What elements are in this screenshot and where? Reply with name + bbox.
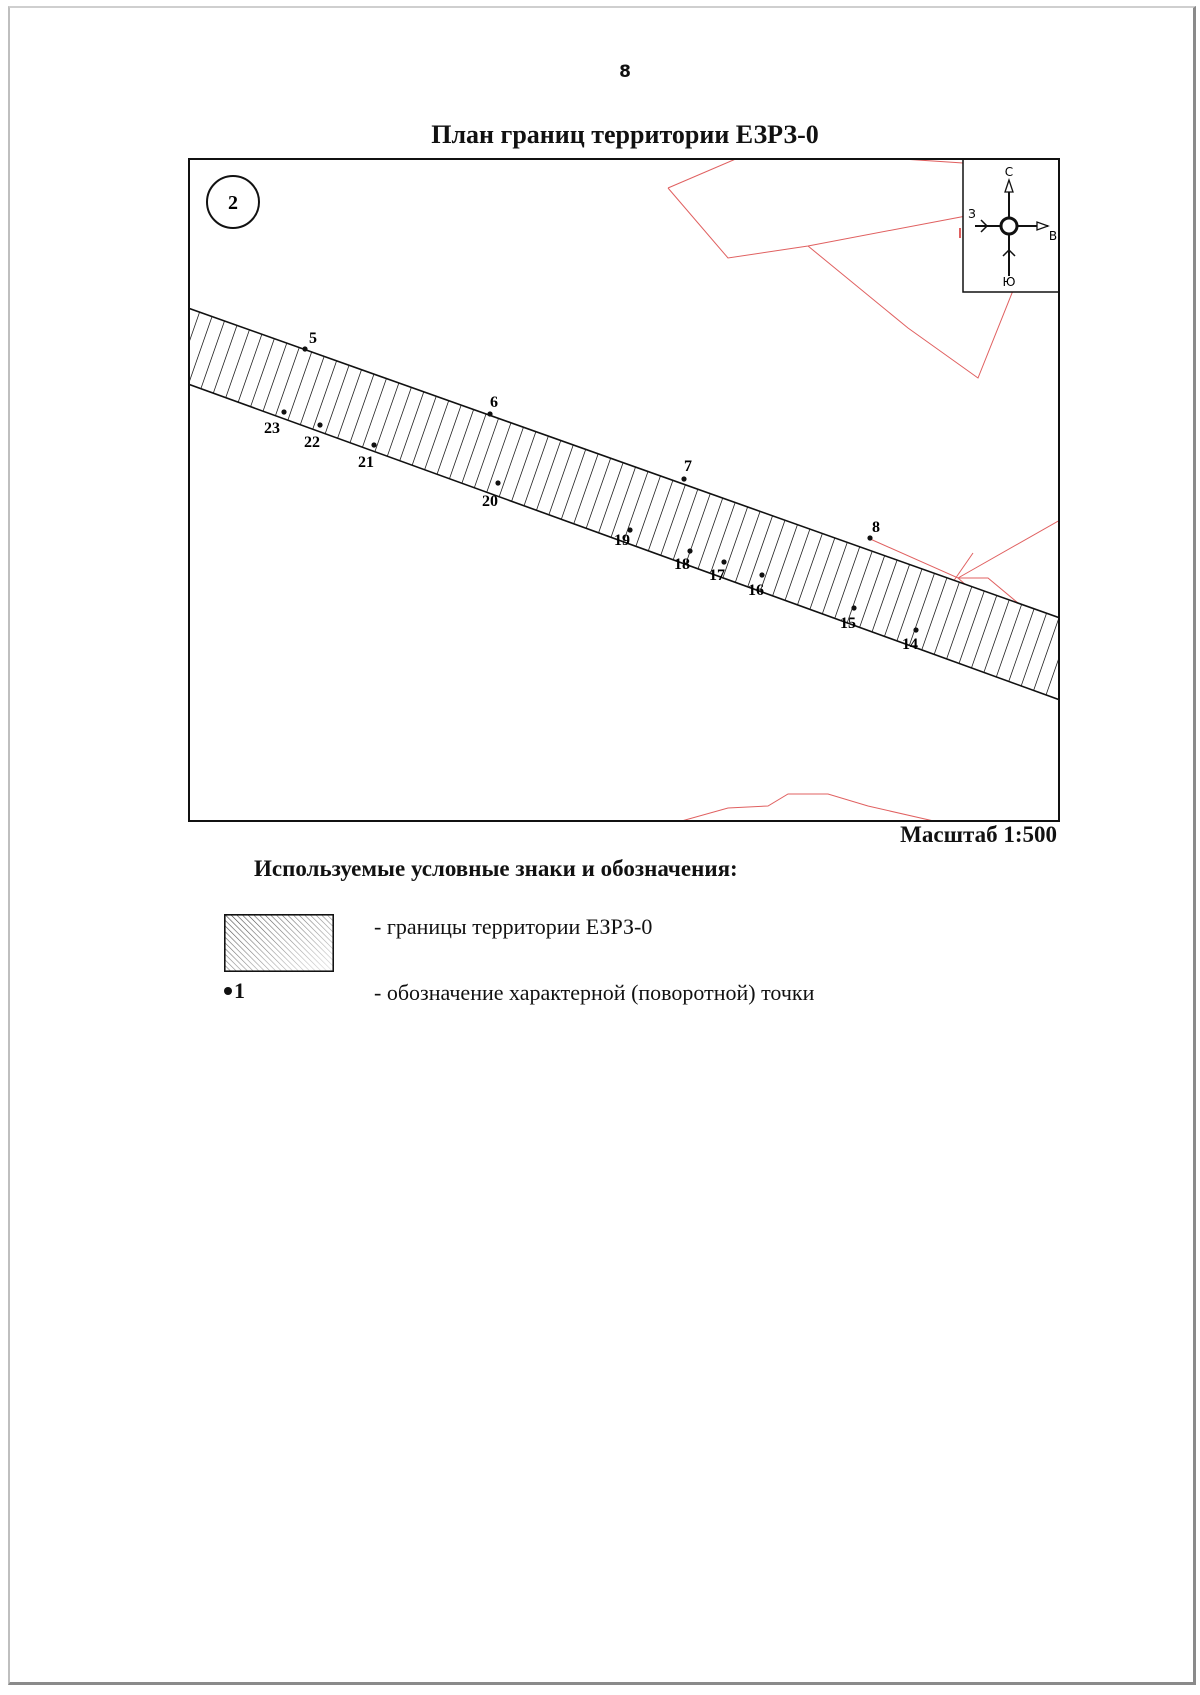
turning-point-7 — [681, 458, 692, 482]
cadastral-line — [678, 794, 938, 822]
compass-west-label: З — [968, 207, 976, 221]
sheet-number-badge — [207, 176, 259, 228]
legend-point-symbol — [224, 978, 245, 1004]
point-label: 20 — [482, 493, 498, 510]
point-label: 16 — [748, 582, 764, 599]
sheet-number: 2 — [228, 192, 238, 214]
point-label: 23 — [264, 420, 280, 437]
hatch-line — [800, 288, 950, 718]
compass-north-label: С — [1004, 165, 1014, 179]
point-label: 6 — [490, 394, 498, 411]
point-label: 17 — [709, 567, 725, 584]
compass-rose — [963, 158, 1060, 292]
point-label: 15 — [840, 615, 856, 632]
hatch-line — [786, 288, 936, 718]
hatch-line — [758, 288, 908, 718]
hatch-line — [324, 288, 474, 718]
point-label: 21 — [358, 454, 374, 471]
legend-point-number: 1 — [234, 978, 245, 1003]
point-label: 8 — [872, 519, 880, 536]
legend-title: Используемые условные знаки и обозначения: — [254, 856, 738, 881]
compass-south-label: Ю — [1002, 275, 1016, 289]
legend-hatch-swatch — [224, 914, 334, 972]
compass-east-label: В — [1048, 229, 1058, 243]
point-label: 5 — [309, 330, 317, 347]
territory-strip — [188, 288, 1060, 718]
map-frame — [188, 158, 1060, 822]
cadastral-line — [668, 158, 1008, 258]
hatch-line — [772, 288, 922, 718]
cadastral-line — [668, 158, 738, 188]
point-label: 19 — [614, 532, 630, 549]
hatch-line — [744, 288, 894, 718]
point-label: 14 — [902, 636, 918, 653]
hatch-line — [296, 288, 446, 718]
map-canvas — [188, 158, 1060, 822]
turning-point-5 — [302, 330, 317, 352]
point-label: 18 — [674, 556, 690, 573]
point-dot-icon — [224, 987, 232, 995]
hatch-line — [310, 288, 460, 718]
territory-north-boundary — [188, 308, 1060, 618]
hatch-line — [352, 288, 502, 718]
turning-point-6 — [487, 394, 498, 417]
legend-item-point-label: - обозначение характерной (поворотной) точки — [374, 980, 815, 1005]
hatch-line — [730, 288, 880, 718]
page-title: План границ территории ЕЗРЗ-0 — [431, 120, 819, 149]
turning-point-8 — [867, 519, 880, 541]
point-label: 22 — [304, 434, 320, 451]
hatch-line — [338, 288, 488, 718]
hatch-line — [380, 288, 530, 718]
point-label: 7 — [684, 458, 692, 475]
legend-item-territory-label: - границы территории ЕЗРЗ-0 — [374, 914, 653, 939]
territory-fill — [188, 308, 1060, 700]
page-number: 8 — [619, 62, 631, 82]
map-scale: Масштаб 1:500 — [900, 822, 1057, 847]
